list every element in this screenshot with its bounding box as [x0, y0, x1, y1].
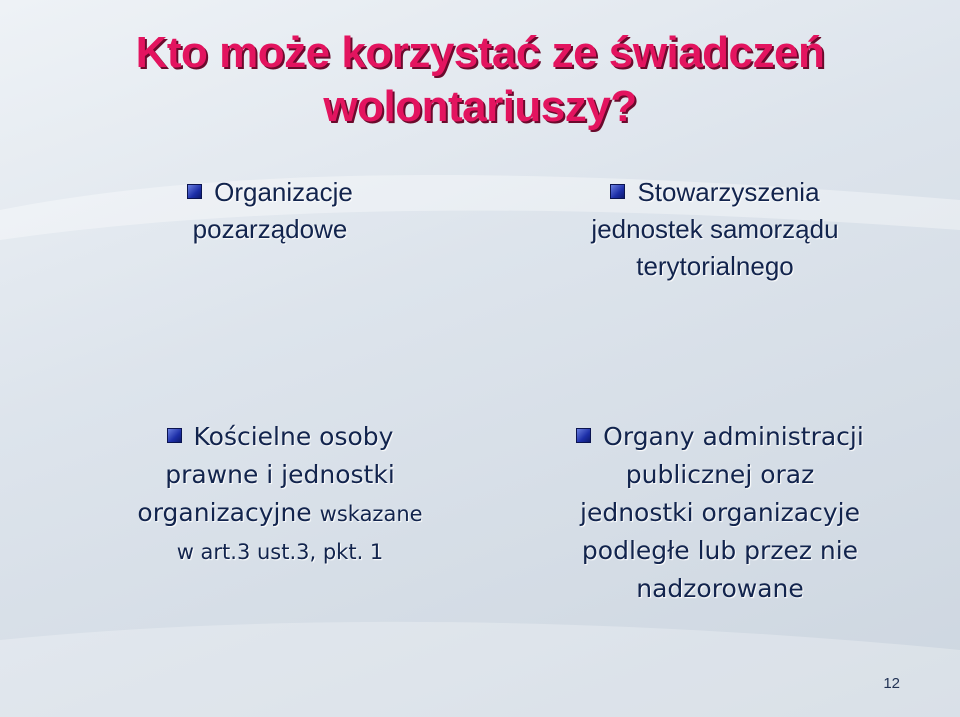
square-bullet-icon: [576, 428, 591, 443]
list-item-ngo: [130, 174, 410, 248]
list-item-line: Organizacje: [130, 174, 410, 211]
page-number: 12: [883, 675, 900, 692]
list-item-associations: [520, 174, 910, 285]
list-item-line: Stowarzyszenia: [520, 174, 910, 211]
square-bullet-icon: [167, 428, 182, 443]
list-item-church-entities: [80, 418, 480, 571]
list-item-line: prawne i jednostki: [165, 460, 395, 489]
square-bullet-icon: [187, 184, 202, 199]
list-item-note: w art.3 ust.3, pkt. 1: [176, 540, 384, 564]
list-item-note: wskazane: [319, 502, 423, 526]
list-item-line: jednostki organizacyje: [580, 498, 860, 527]
list-item-line: pozarządowe: [192, 214, 348, 244]
list-item-line: jednostek samorządu: [591, 214, 839, 244]
list-item-line: publicznej oraz: [625, 460, 815, 489]
list-item-line: Organy administracji: [500, 418, 940, 456]
list-item-line: nadzorowane: [636, 574, 804, 603]
list-item-line: podległe lub przez nie: [581, 536, 859, 565]
square-bullet-icon: [610, 184, 625, 199]
list-item-line: organizacyjne wskazane: [137, 498, 423, 527]
list-item-line: terytorialnego: [636, 251, 794, 281]
list-item-public-administration: [500, 418, 940, 608]
list-item-line: Kościelne osoby: [80, 418, 480, 456]
slide-title: Kto może korzystać ze świadczeń wolontariuszy?: [135, 28, 825, 131]
